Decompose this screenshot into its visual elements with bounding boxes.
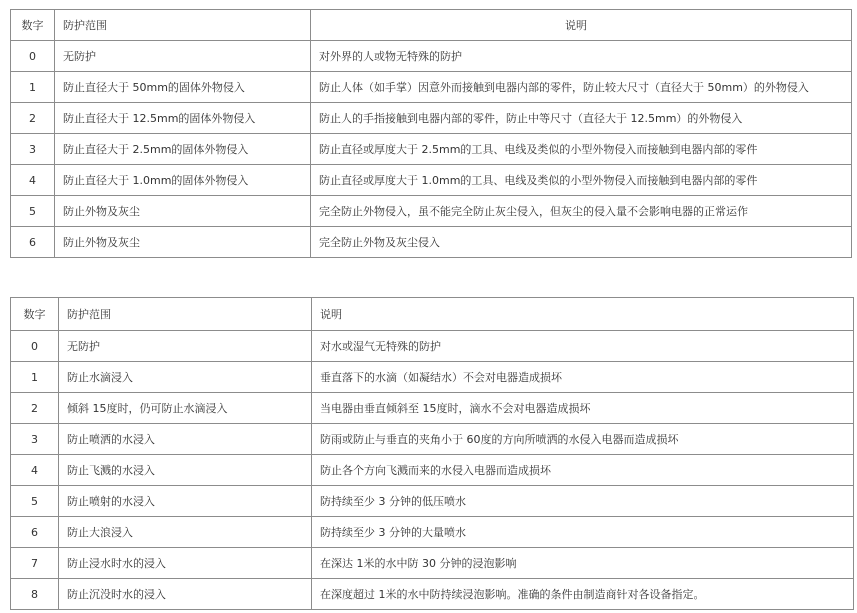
- cell-scope: 倾斜 15度时，仍可防止水滴浸入: [59, 393, 312, 424]
- cell-scope: 防止直径大于 2.5mm的固体外物侵入: [55, 134, 311, 165]
- table-row: [11, 455, 854, 486]
- cell-number: 6: [11, 227, 55, 258]
- cell-scope: 防止喷洒的水浸入: [59, 424, 312, 455]
- table-row: [11, 227, 852, 258]
- cell-number: 3: [11, 134, 55, 165]
- cell-scope: 防止飞溅的水浸入: [59, 455, 312, 486]
- header-description: 说明: [312, 298, 854, 331]
- cell-number: 5: [11, 196, 55, 227]
- cell-description: 在深度超过 1米的水中防持续浸泡影响。准确的条件由制造商针对各设备指定。: [312, 579, 854, 610]
- cell-description: 当电器由垂直倾斜至 15度时，滴水不会对电器造成损坏: [312, 393, 854, 424]
- cell-scope: 防止直径大于 50mm的固体外物侵入: [55, 72, 311, 103]
- header-scope: 防护范围: [55, 10, 311, 41]
- cell-scope: 防止直径大于 1.0mm的固体外物侵入: [55, 165, 311, 196]
- table-header-row: [11, 298, 854, 331]
- cell-description: 防止人体（如手掌）因意外而接触到电器内部的零件，防止较大尺寸（直径大于 50mm）的外物侵入: [311, 72, 852, 103]
- cell-scope: 防止沉没时水的浸入: [59, 579, 312, 610]
- cell-description: 防止直径或厚度大于 2.5mm的工具、电线及类似的小型外物侵入而接触到电器内部的零件: [311, 134, 852, 165]
- cell-number: 4: [11, 455, 59, 486]
- cell-description: 防持续至少 3 分钟的大量喷水: [312, 517, 854, 548]
- table-row: [11, 331, 854, 362]
- header-description: 说明: [311, 10, 852, 41]
- header-number: 数字: [11, 10, 55, 41]
- cell-scope: 防止外物及灰尘: [55, 227, 311, 258]
- table-row: [11, 41, 852, 72]
- cell-description: 在深达 1米的水中防 30 分钟的浸泡影响: [312, 548, 854, 579]
- table-row: [11, 134, 852, 165]
- cell-number: 1: [11, 72, 55, 103]
- table-row: [11, 486, 854, 517]
- cell-description: 防止直径或厚度大于 1.0mm的工具、电线及类似的小型外物侵入而接触到电器内部的零件: [311, 165, 852, 196]
- header-scope: 防护范围: [59, 298, 312, 331]
- table-row: [11, 165, 852, 196]
- cell-number: 2: [11, 393, 59, 424]
- table-row: [11, 362, 854, 393]
- table-row: [11, 196, 852, 227]
- cell-number: 6: [11, 517, 59, 548]
- cell-number: 2: [11, 103, 55, 134]
- cell-scope: 防止大浪浸入: [59, 517, 312, 548]
- table-row: [11, 517, 854, 548]
- cell-number: 0: [11, 41, 55, 72]
- table-row: [11, 393, 854, 424]
- cell-description: 防持续至少 3 分钟的低压喷水: [312, 486, 854, 517]
- cell-scope: 防止直径大于 12.5mm的固体外物侵入: [55, 103, 311, 134]
- cell-scope: 防止喷射的水浸入: [59, 486, 312, 517]
- header-number: 数字: [11, 298, 59, 331]
- water-protection-table: [10, 297, 854, 610]
- cell-number: 7: [11, 548, 59, 579]
- dust-protection-table: [10, 9, 852, 258]
- cell-description: 防止各个方向飞溅而来的水侵入电器而造成损坏: [312, 455, 854, 486]
- cell-number: 5: [11, 486, 59, 517]
- table-row: [11, 72, 852, 103]
- table-row: [11, 424, 854, 455]
- cell-scope: 无防护: [59, 331, 312, 362]
- cell-scope: 防止水滴浸入: [59, 362, 312, 393]
- cell-description: 对水或湿气无特殊的防护: [312, 331, 854, 362]
- cell-number: 3: [11, 424, 59, 455]
- cell-description: 对外界的人或物无特殊的防护: [311, 41, 852, 72]
- table-row: [11, 548, 854, 579]
- cell-number: 1: [11, 362, 59, 393]
- cell-description: 防止人的手指接触到电器内部的零件，防止中等尺寸（直径大于 12.5mm）的外物侵入: [311, 103, 852, 134]
- cell-description: 防雨或防止与垂直的夹角小于 60度的方向所喷洒的水侵入电器而造成损坏: [312, 424, 854, 455]
- cell-description: 完全防止外物及灰尘侵入: [311, 227, 852, 258]
- cell-scope: 无防护: [55, 41, 311, 72]
- cell-scope: 防止浸水时水的浸入: [59, 548, 312, 579]
- cell-number: 8: [11, 579, 59, 610]
- cell-number: 4: [11, 165, 55, 196]
- cell-number: 0: [11, 331, 59, 362]
- table-row: [11, 103, 852, 134]
- cell-scope: 防止外物及灰尘: [55, 196, 311, 227]
- cell-description: 垂直落下的水滴（如凝结水）不会对电器造成损坏: [312, 362, 854, 393]
- table-header-row: [11, 10, 852, 41]
- cell-description: 完全防止外物侵入，虽不能完全防止灰尘侵入，但灰尘的侵入量不会影响电器的正常运作: [311, 196, 852, 227]
- table-row: [11, 579, 854, 610]
